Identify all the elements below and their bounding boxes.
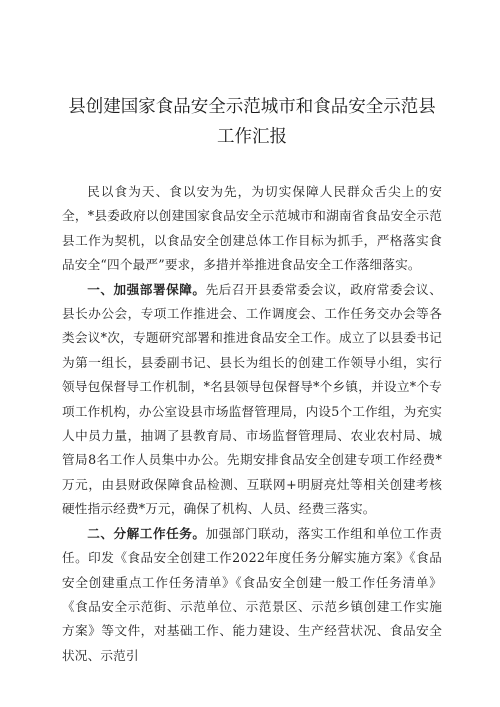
- paragraph-intro-text: 民以食为天、食以安为先，为切实保障人民群众舌尖上的安全，*县委政府以创建国家食品安全示范城市和湖南省食品安全示范县工作为契机，以食品安全创建总体工作目标为抓手，严格落实食品安全“四个最严”要求，多措并举推进食品安全工作落细落实。: [62, 184, 442, 273]
- paragraph-intro: [62, 180, 442, 278]
- paragraph-section-1: [62, 278, 442, 522]
- document-title: 县创建国家食品安全示范城市和食品安全示范县工作汇报: [68, 97, 436, 147]
- section-1-heading: 一、加强部署保障。: [87, 281, 206, 297]
- section-2-text: 加强部门联动，落实工作组和单位工作责任。印发《食品安全创建工作2022年度任务分解实施方案》《食品安全创建重点工作任务清单》《食品安全创建一般工作任务清单》《食品安全示范街、示范单位、示范景区、示范乡镇创建工作实施方案》等文件，对基础工作、能力建设、生产经营状况、食品安全状况、示范引: [62, 525, 442, 663]
- section-1-text: 先后召开县委常委会议，政府常委会议、县长办公会，专项工作推进会、工作调度会、工作任务交办会等各类会议*次，专题研究部署和推进食品安全工作。成立了以县委书记为第一组长，县委副书记、县长为组长的创建工作领导小组，实行领导包保督导工作机制，*名县领导包保督导*个乡镇，并设立*个专项工作机构，办公室设县市场监督管理局，内设5个工作组，为充实人中员力量，抽调了县教育局、市场监督管理局、农业农村局、城管局8名工作人员集中办公。先期安排食品安全创建专项工作经费*万元，由县财政保障食品检测、互联网+明厨亮灶等相关创建考核硬性指示经费*万元，确保了机构、人员、经费三落实。: [62, 281, 442, 517]
- section-2-heading: 二、分解工作任务。: [87, 525, 206, 541]
- paragraph-section-2: [62, 522, 442, 668]
